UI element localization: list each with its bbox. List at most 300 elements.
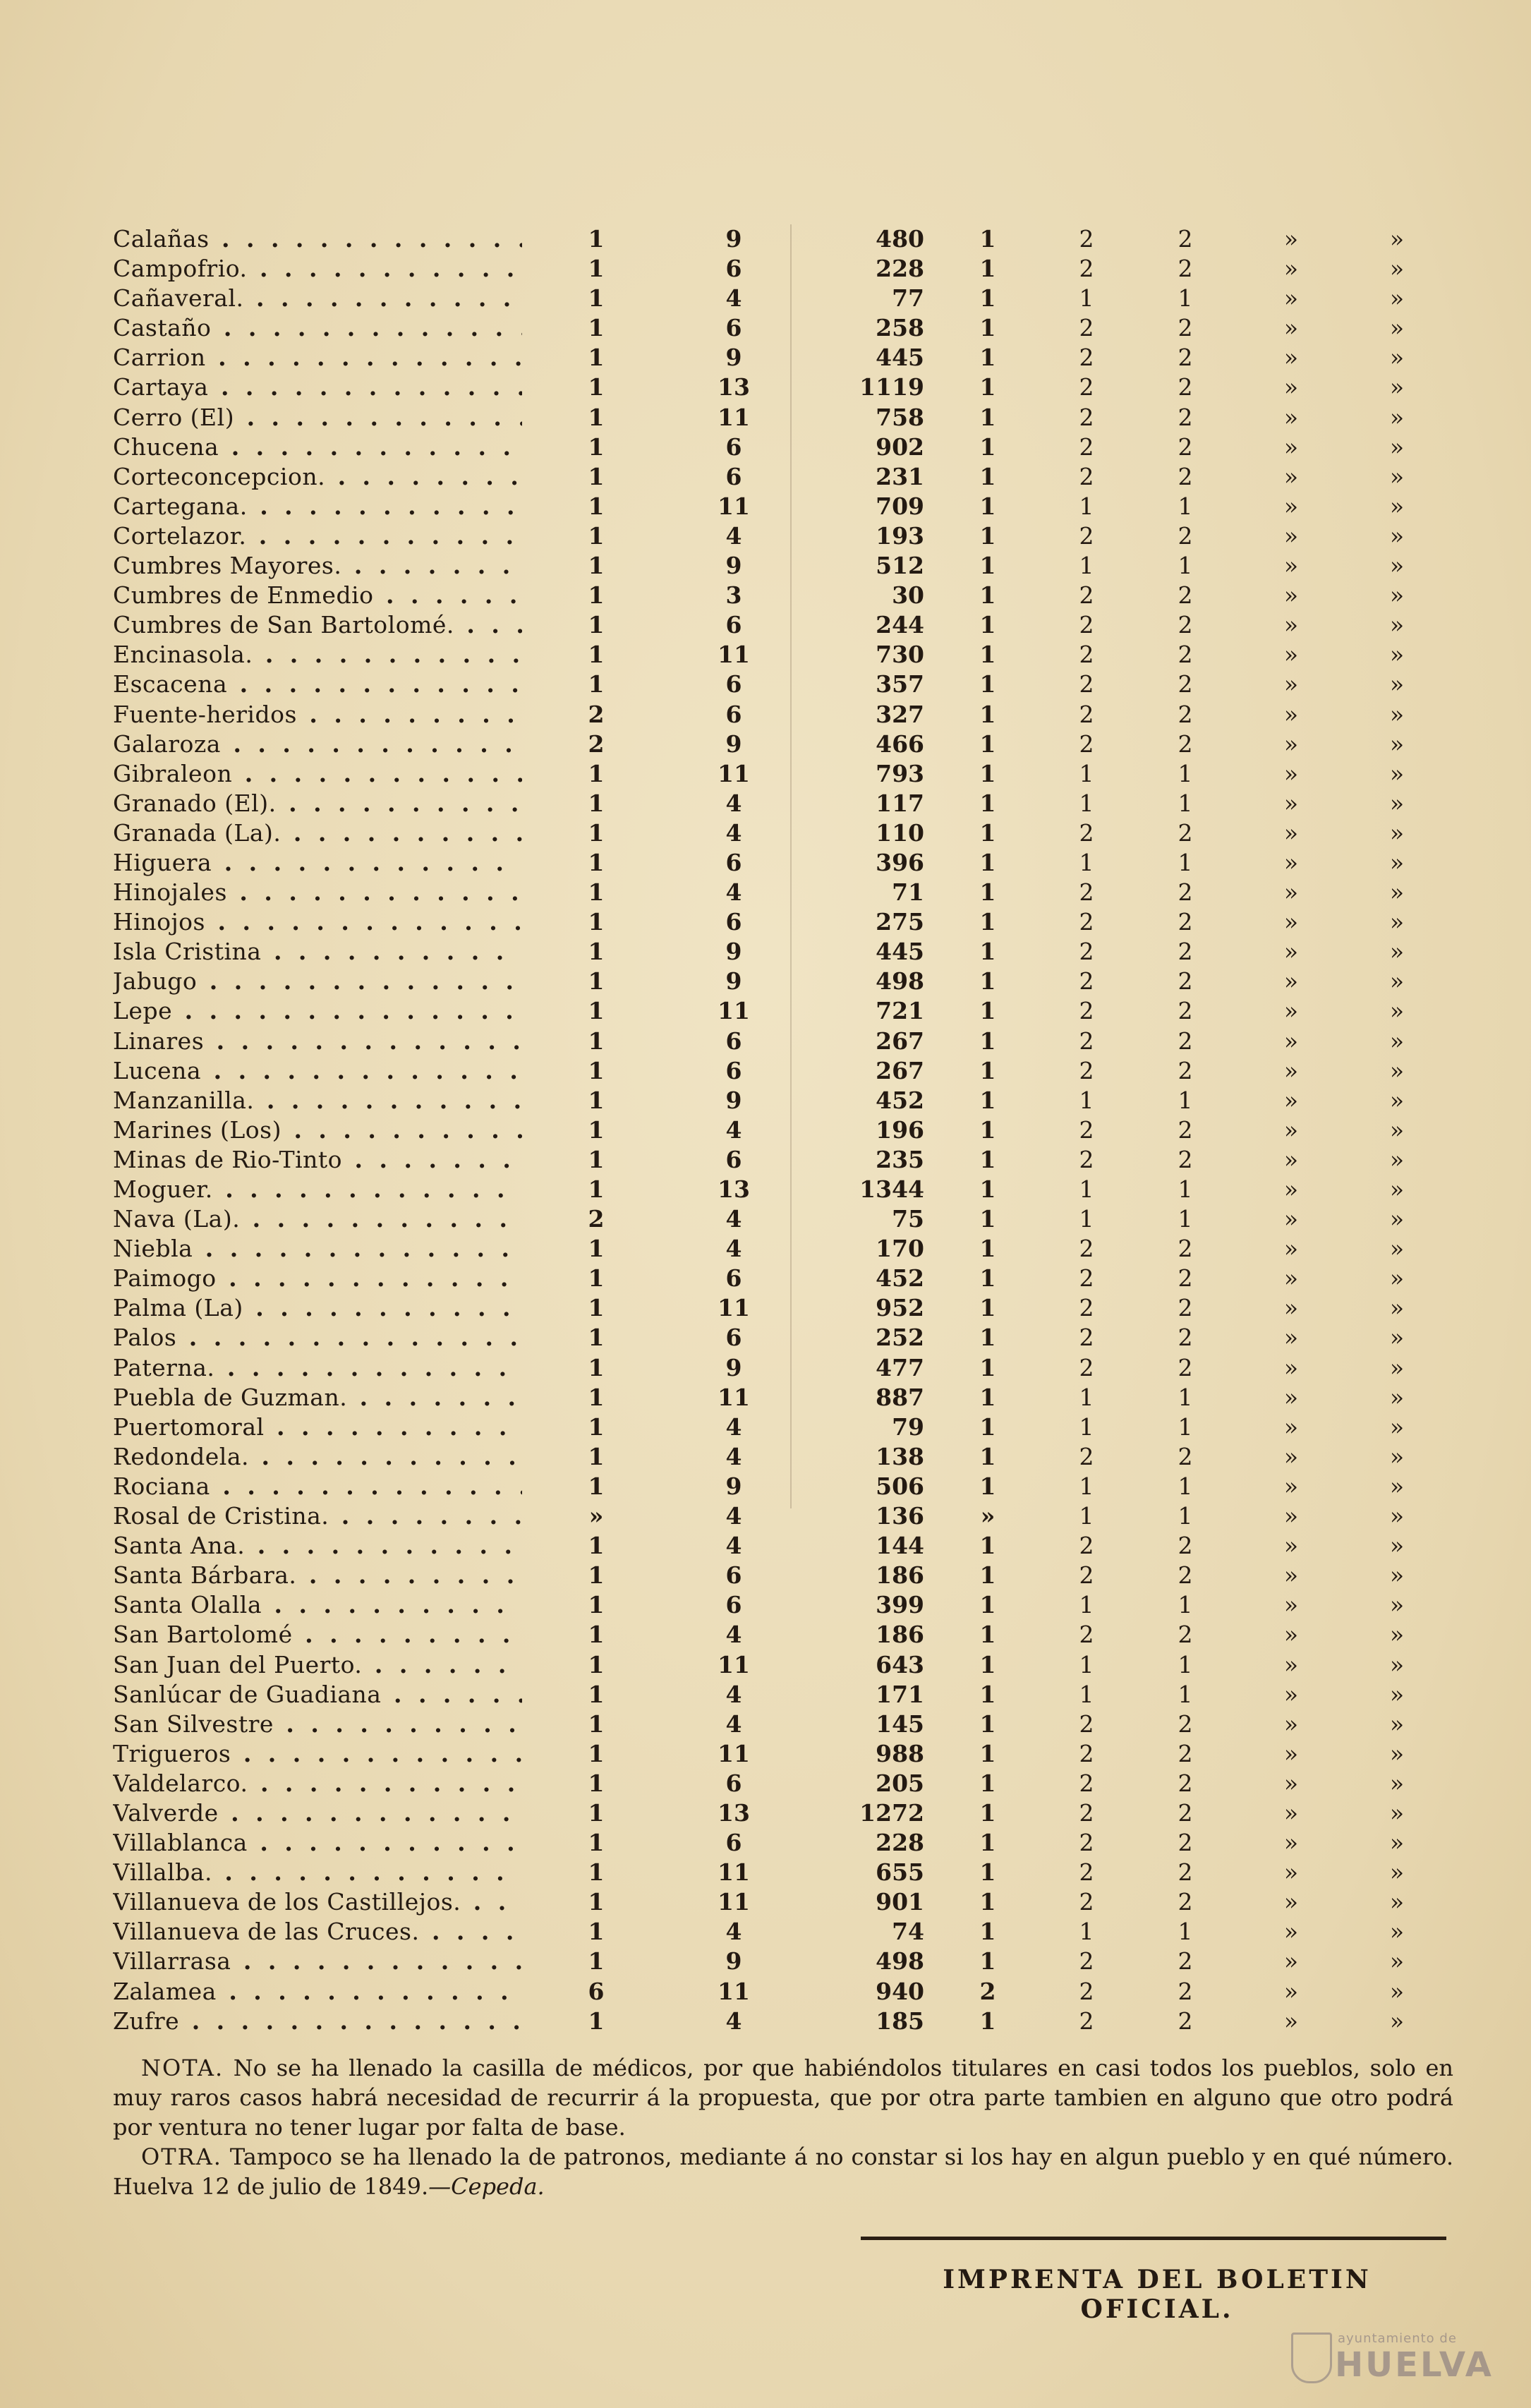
cell-d: 1 [979,1145,996,1173]
cell-c: 445 [876,344,924,372]
cell-b: 11 [718,1650,750,1678]
cell-a: 1 [588,1829,605,1857]
cell-h: » [1389,611,1405,639]
table-row [113,1472,1453,1501]
cell-d: 1 [979,908,996,936]
table-row [113,581,1453,610]
table-row [113,1234,1453,1264]
cell-f: 2 [1178,1621,1193,1649]
cell-e: 1 [1079,1472,1094,1500]
cell-b: 4 [725,1115,742,1144]
cell-f: 2 [1178,1235,1193,1263]
cell-g: » [1283,1264,1299,1293]
cell-a: 1 [588,878,605,907]
cell-b: 6 [725,670,742,698]
municipality-name: Villablanca . . . [113,1828,522,1858]
cell-b: 6 [725,1027,742,1055]
cell-b: 4 [725,1532,742,1560]
cell-h: » [1389,1264,1405,1293]
municipality-name: Moguer. . . . [113,1175,522,1204]
cell-d: 1 [979,1680,996,1708]
cell-e: 2 [1079,818,1094,847]
cell-h: » [1389,1442,1405,1470]
cell-g: » [1283,1027,1299,1055]
cell-a: 1 [588,521,605,550]
cell-f: 2 [1178,432,1193,461]
cell-c: 940 [876,1977,924,2005]
cell-a: 1 [588,1442,605,1470]
cell-e: 1 [1079,1591,1094,1619]
municipality-name: Palma (La) . . . [113,1293,522,1323]
cell-c: 901 [876,1888,924,1916]
cell-d: 1 [979,700,996,728]
cell-a: 1 [588,344,605,372]
cell-d: » [980,1502,996,1530]
cell-g: » [1283,700,1299,728]
municipality-name: San Bartolomé . . . [113,1620,522,1650]
cell-h: » [1389,1977,1405,2005]
cell-f: 2 [1178,878,1193,907]
cell-e: 2 [1079,1115,1094,1144]
cell-h: » [1389,1829,1405,1857]
cell-c: 145 [876,1710,924,1738]
cell-b: 11 [718,1383,750,1411]
cell-h: » [1389,581,1405,610]
cell-d: 1 [979,1027,996,1055]
table-row [113,1798,1453,1828]
cell-g: » [1283,759,1299,787]
cell-a: 1 [588,462,605,490]
cell-c: 258 [876,314,924,342]
cell-a: 1 [588,848,605,876]
cell-b: 6 [725,1591,742,1619]
cell-b: 11 [718,1858,750,1887]
municipality-name: Calañas . . . [113,224,522,254]
cell-d: 1 [979,1056,996,1084]
imprint: IMPRENTA DEL BOLETIN OFICIAL. [943,2265,1372,2324]
cell-e: 2 [1079,581,1094,610]
cell-d: 1 [979,2007,996,2035]
cell-e: 2 [1079,908,1094,936]
cell-e: 2 [1079,1442,1094,1470]
cell-f: 1 [1178,1086,1193,1114]
otra-paragraph [113,2142,1453,2201]
cell-c: 267 [876,1027,924,1055]
cell-f: 1 [1178,789,1193,817]
cell-d: 1 [979,997,996,1025]
cell-f: 2 [1178,1561,1193,1590]
cell-c: 730 [876,641,924,669]
cell-f: 2 [1178,670,1193,698]
cell-c: 228 [876,1829,924,1857]
cell-d: 1 [979,967,996,996]
cell-a: 1 [588,1798,605,1827]
cell-f: 2 [1178,2007,1193,2035]
municipality-name: Zalamea . . . [113,1977,522,2007]
cell-d: 1 [979,759,996,787]
cell-b: 11 [718,1888,750,1916]
table-row [113,403,1453,432]
municipality-name: Villarrasa . . . [113,1947,522,1976]
cell-e: 2 [1079,700,1094,728]
cell-f: 1 [1178,1175,1193,1203]
cell-f: 2 [1178,1977,1193,2005]
cell-b: 4 [725,2007,742,2035]
cell-f: 2 [1178,938,1193,966]
cell-b: 11 [718,759,750,787]
cell-h: » [1389,1324,1405,1352]
cell-f: 1 [1178,848,1193,876]
cell-d: 1 [979,1947,996,1976]
cell-g: » [1283,1532,1299,1560]
table-row [113,640,1453,670]
cell-g: » [1283,1918,1299,1946]
shield-icon [1291,2333,1332,2383]
municipality-name: Santa Bárbara. . . . [113,1561,522,1590]
cell-b: 9 [725,1353,742,1381]
cell-f: 2 [1178,1888,1193,1916]
cell-a: 1 [588,373,605,401]
cell-g: » [1283,1294,1299,1322]
municipality-name: Villanueva de las Cruces. . . . [113,1917,522,1947]
municipality-name: Carrion . . . [113,343,522,373]
cell-f: 2 [1178,1947,1193,1976]
cell-g: » [1283,1383,1299,1411]
municipality-name: San Silvestre . . . [113,1710,522,1739]
cell-e: 1 [1079,1086,1094,1114]
cell-b: 11 [718,1739,750,1767]
cell-c: 138 [876,1442,924,1470]
cell-c: 205 [876,1769,924,1797]
archive-stamp [1291,2328,1494,2392]
imprint-rule [861,2237,1446,2240]
cell-f: 1 [1178,1205,1193,1233]
cell-d: 1 [979,255,996,283]
cell-d: 1 [979,1115,996,1144]
cell-c: 74 [892,1918,924,1946]
cell-c: 721 [876,997,924,1025]
cell-a: 1 [588,1591,605,1619]
cell-c: 452 [876,1264,924,1293]
cell-h: » [1389,552,1405,580]
cell-e: 2 [1079,1769,1094,1797]
cell-c: 235 [876,1145,924,1173]
cell-g: » [1283,403,1299,431]
cell-h: » [1389,1472,1405,1500]
cell-h: » [1389,1383,1405,1411]
cell-h: » [1389,848,1405,876]
cell-e: 2 [1079,1739,1094,1767]
cell-h: » [1389,403,1405,431]
cell-d: 1 [979,1739,996,1767]
cell-b: 6 [725,462,742,490]
table-row [113,996,1453,1026]
municipality-name: Puertomoral . . . [113,1412,522,1442]
cell-g: » [1283,611,1299,639]
table-row [113,432,1453,462]
cell-f: 2 [1178,373,1193,401]
cell-g: » [1283,1680,1299,1708]
cell-f: 2 [1178,1145,1193,1173]
cell-h: » [1389,432,1405,461]
cell-e: 1 [1079,789,1094,817]
cell-b: 9 [725,938,742,966]
cell-e: 2 [1079,1947,1094,1976]
cell-h: » [1389,1412,1405,1441]
cell-f: 2 [1178,730,1193,758]
cell-a: 1 [588,314,605,342]
cell-a: 1 [588,1264,605,1293]
municipality-name: Gibraleon . . . [113,759,522,789]
municipality-name: Santa Ana. . . . [113,1531,522,1561]
cell-c: 1344 [859,1175,924,1203]
cell-h: » [1389,284,1405,313]
table-row [113,343,1453,373]
cell-f: 1 [1178,1383,1193,1411]
cell-h: » [1389,1056,1405,1084]
cell-g: » [1283,432,1299,461]
municipal-table [113,224,1453,2036]
cell-a: 1 [588,1888,605,1916]
table-row [113,1561,1453,1590]
municipality-name: Niebla . . . [113,1234,522,1264]
cell-g: » [1283,462,1299,490]
table-row [113,670,1453,699]
cell-d: 1 [979,1561,996,1590]
cell-f: 2 [1178,611,1193,639]
cell-d: 1 [979,581,996,610]
cell-d: 1 [979,1086,996,1114]
cell-c: 231 [876,462,924,490]
cell-g: » [1283,1472,1299,1500]
cell-c: 77 [892,284,924,313]
table-row [113,1204,1453,1234]
table-row [113,1650,1453,1680]
cell-g: » [1283,552,1299,580]
cell-g: » [1283,1858,1299,1887]
cell-f: 2 [1178,1442,1193,1470]
cell-f: 2 [1178,1829,1193,1857]
cell-b: 9 [725,552,742,580]
cell-f: 1 [1178,759,1193,787]
table-row [113,1828,1453,1858]
cell-c: 244 [876,611,924,639]
municipality-name: Higuera . . . [113,848,522,878]
cell-f: 1 [1178,1680,1193,1708]
cell-a: 1 [588,1115,605,1144]
cell-c: 171 [876,1680,924,1708]
cell-b: 6 [725,255,742,283]
cell-b: 11 [718,641,750,669]
table-row [113,373,1453,402]
cell-h: » [1389,1680,1405,1708]
cell-c: 117 [876,789,924,817]
municipality-name: Zufre . . . [113,2007,522,2036]
cell-a: 1 [588,225,605,253]
cell-e: 2 [1079,403,1094,431]
cell-c: 709 [876,492,924,520]
cell-f: 2 [1178,1710,1193,1738]
cell-b: 9 [725,225,742,253]
cell-b: 6 [725,1145,742,1173]
municipality-name: Granada (La). . . . [113,818,522,848]
cell-d: 1 [979,225,996,253]
cell-c: 228 [876,255,924,283]
cell-f: 2 [1178,344,1193,372]
cell-b: 6 [725,908,742,936]
cell-b: 6 [725,1264,742,1293]
cell-b: 4 [725,789,742,817]
cell-d: 1 [979,492,996,520]
municipality-name: Santa Olalla . . . [113,1590,522,1620]
table-row [113,1531,1453,1561]
municipality-name: Rociana . . . [113,1472,522,1501]
cell-f: 2 [1178,1798,1193,1827]
table-row [113,1056,1453,1086]
municipality-name: Fuente-heridos . . . [113,700,522,730]
cell-e: 2 [1079,225,1094,253]
cell-e: 2 [1079,373,1094,401]
cell-h: » [1389,1532,1405,1560]
cell-b: 4 [725,818,742,847]
cell-d: 1 [979,1888,996,1916]
cell-c: 506 [876,1472,924,1500]
cell-d: 1 [979,1294,996,1322]
table-row [113,1501,1453,1531]
cell-g: » [1283,1947,1299,1976]
cell-d: 1 [979,344,996,372]
cell-c: 1272 [859,1798,924,1827]
cell-c: 267 [876,1056,924,1084]
municipality-name: Paimogo . . . [113,1264,522,1293]
cell-g: » [1283,1798,1299,1827]
cell-b: 9 [725,967,742,996]
cell-g: » [1283,818,1299,847]
cell-b: 6 [725,1829,742,1857]
cell-d: 1 [979,403,996,431]
municipality-name: Manzanilla. . . . [113,1086,522,1115]
cell-e: 1 [1079,1650,1094,1678]
cell-g: » [1283,255,1299,283]
cell-c: 136 [876,1502,924,1530]
cell-f: 2 [1178,1294,1193,1322]
cell-e: 2 [1079,997,1094,1025]
cell-e: 2 [1079,521,1094,550]
cell-c: 988 [876,1739,924,1767]
cell-c: 758 [876,403,924,431]
cell-d: 1 [979,789,996,817]
cell-a: 1 [588,967,605,996]
cell-h: » [1389,1175,1405,1203]
cell-e: 2 [1079,1027,1094,1055]
cell-g: » [1283,284,1299,313]
cell-h: » [1389,759,1405,787]
cell-f: 1 [1178,1472,1193,1500]
municipality-name: Cumbres de Enmedio . . . [113,581,522,610]
table-row [113,1739,1453,1769]
cell-a: » [588,1502,604,1530]
cell-h: » [1389,1888,1405,1916]
cell-h: » [1389,314,1405,342]
cell-f: 2 [1178,521,1193,550]
cell-e: 2 [1079,1561,1094,1590]
municipality-name: Redondela. . . . [113,1442,522,1472]
cell-d: 1 [979,1710,996,1738]
otra-text: Tampoco se ha llenado la de patronos, mediante á no constar si los hay en algun pueblo y en qué número. Huelva 12 de julio de 1849. [113,2143,1454,2200]
cell-f: 2 [1178,1858,1193,1887]
cell-d: 1 [979,1175,996,1203]
cell-f: 1 [1178,1502,1193,1530]
cell-e: 2 [1079,967,1094,996]
municipality-name: Cortelazor. . . . [113,521,522,551]
cell-f: 2 [1178,1769,1193,1797]
cell-h: » [1389,1739,1405,1767]
cell-a: 1 [588,492,605,520]
cell-b: 4 [725,1235,742,1263]
cell-a: 1 [588,1027,605,1055]
cell-h: » [1389,1918,1405,1946]
cell-a: 1 [588,641,605,669]
cell-e: 2 [1079,1294,1094,1322]
cell-f: 2 [1178,403,1193,431]
cell-c: 186 [876,1621,924,1649]
cell-c: 75 [892,1205,924,1233]
cell-c: 30 [892,581,924,610]
table-row [113,2007,1453,2036]
municipality-name: Cumbres de San Bartolomé. . . . [113,610,522,640]
notes-block [113,2053,1453,2201]
cell-e: 2 [1079,1145,1094,1173]
municipality-name: Lucena . . . [113,1056,522,1086]
cell-g: » [1283,1442,1299,1470]
cell-h: » [1389,1235,1405,1263]
cell-a: 1 [588,1056,605,1084]
table-row [113,551,1453,581]
cell-b: 4 [725,1680,742,1708]
cell-g: » [1283,997,1299,1025]
cell-a: 1 [588,670,605,698]
cell-g: » [1283,730,1299,758]
cell-e: 2 [1079,1056,1094,1084]
cell-g: » [1283,1175,1299,1203]
cell-b: 9 [725,344,742,372]
cell-h: » [1389,1145,1405,1173]
cell-e: 2 [1079,432,1094,461]
cell-c: 357 [876,670,924,698]
cell-b: 9 [725,1947,742,1976]
cell-g: » [1283,1829,1299,1857]
cell-h: » [1389,1621,1405,1649]
cell-a: 1 [588,1918,605,1946]
cell-g: » [1283,789,1299,817]
cell-f: 2 [1178,1056,1193,1084]
cell-g: » [1283,1769,1299,1797]
cell-c: 793 [876,759,924,787]
table-row [113,1887,1453,1917]
cell-a: 1 [588,1769,605,1797]
cell-g: » [1283,1739,1299,1767]
cell-e: 2 [1079,255,1094,283]
cell-f: 2 [1178,581,1193,610]
cell-e: 1 [1079,1680,1094,1708]
cell-b: 4 [725,1710,742,1738]
cell-e: 2 [1079,1888,1094,1916]
cell-c: 477 [876,1353,924,1381]
cell-e: 2 [1079,611,1094,639]
cell-f: 2 [1178,1027,1193,1055]
cell-a: 1 [588,432,605,461]
cell-b: 13 [718,1798,750,1827]
